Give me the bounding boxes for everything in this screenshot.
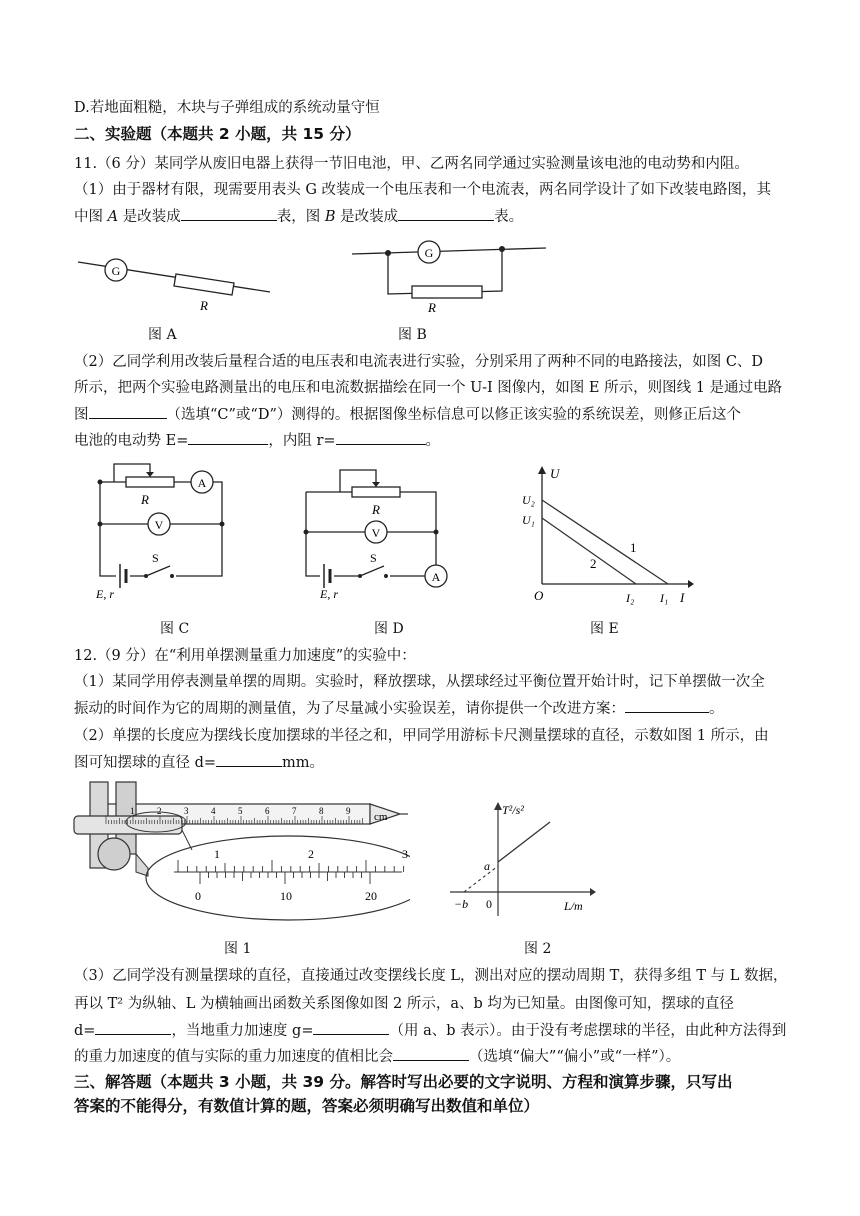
svg-text:A: A [431, 570, 441, 584]
answer-blank-resistance[interactable] [336, 430, 426, 445]
main-scale-label: 4 [211, 806, 216, 816]
answer-blank-improvement[interactable] [625, 698, 709, 713]
q12-part3-line4: 的重力加速度的值与实际的重力加速度的值相比会 （选填“偏大”“偏小”或“一样”）。 [74, 1046, 680, 1067]
unit-cm: cm [374, 811, 388, 823]
magnified-main-label: 1 [214, 847, 220, 861]
q12-part1-line2: 振动的时间作为它的周期的测量值，为了尽量减小实验误差，请你提供一个改进方案： 。 [74, 698, 724, 719]
line-2 [542, 518, 636, 584]
svg-text:T²/s²: T²/s² [502, 803, 524, 817]
answer-blank-diameter[interactable] [216, 752, 282, 767]
figure-c-caption: 图 C [160, 621, 190, 637]
figure-2-caption: 图 2 [524, 941, 552, 957]
svg-text:E, r: E, r [320, 587, 338, 601]
figure-2-graph [440, 796, 610, 926]
svg-text:a: a [484, 859, 490, 873]
svg-text:A: A [197, 476, 207, 490]
svg-text:R: R [200, 298, 208, 313]
magnified-vernier-label: 20 [365, 889, 377, 903]
svg-text:L/m: L/m [564, 899, 583, 913]
answer-blank-g[interactable] [313, 1020, 389, 1035]
magnified-main-label: 3 [402, 847, 408, 861]
main-scale-label: 7 [292, 806, 297, 816]
q11-part1-line2: 中图 A 是改装成 表，图 B 是改装成 表。 [74, 206, 523, 227]
option-d: D.若地面粗糙，木块与子弹组成的系统动量守恒 [74, 100, 380, 116]
main-scale-label: 2 [157, 806, 162, 816]
q11-part2-line3: 图 （选填“C”或“D”）测得的。根据图像坐标信息可以修正该实验的系统误差，则修正后这个 [74, 404, 741, 425]
magnified-vernier-label: 10 [280, 889, 292, 903]
figure-b-circuit [352, 236, 548, 316]
svg-text:R: R [372, 502, 380, 517]
section-heading-experiment: 二、实验题（本题共 2 小题，共 15 分） [74, 125, 361, 143]
line-1 [542, 500, 668, 584]
svg-text:I: I [680, 590, 685, 605]
main-scale-label: 3 [184, 806, 189, 816]
svg-text:I₁: I₁ [660, 591, 669, 605]
svg-text:S: S [370, 551, 377, 565]
figure-a-caption: 图 A [148, 327, 177, 343]
figure-b-caption: 图 B [398, 327, 427, 343]
q11-part1-line1: （1）由于器材有限，现需要用表头 G 改装成一个电压表和一个电流表，两名同学设计了如下改装电路图，其 [74, 182, 772, 198]
svg-text:E, r: E, r [96, 587, 114, 601]
svg-text:V: V [371, 526, 381, 540]
q12-part3-line2: 再以 T² 为纵轴、L 为横轴画出函数关系图像如图 2 所示，a、b 均为已知量。由图像可知，摆球的直径 [74, 996, 734, 1012]
answer-blank-a[interactable] [181, 206, 277, 221]
answer-blank-circuit[interactable] [89, 404, 167, 419]
figure-a-circuit [74, 246, 274, 316]
section-heading-answer-2: 答案的不能得分，有数值计算的题，答案必须明确写出数值和单位） [74, 1097, 540, 1115]
svg-text:G: G [111, 264, 121, 278]
q12-part1-line1: （1）某同学用停表测量单摆的周期。实验时，释放摆球，从摆球经过平衡位置开始计时，记下单摆做一次全 [74, 674, 765, 690]
q12-part2-line2: 图可知摆球的直径 d= mm。 [74, 752, 324, 773]
section-heading-answer-1: 三、解答题（本题共 3 小题，共 39 分。解答时写出必要的文字说明、方程和演算步骤，只写出 [74, 1073, 733, 1091]
svg-text:I₂: I₂ [626, 591, 635, 605]
svg-text:O: O [534, 588, 544, 603]
answer-blank-b[interactable] [398, 206, 494, 221]
magnified-main-label: 2 [308, 847, 314, 861]
svg-text:V: V [154, 518, 164, 532]
figure-1-caption: 图 1 [224, 941, 252, 957]
magnified-vernier-label: 0 [195, 889, 201, 903]
q12-stem: 12.（9 分）在“利用单摆测量重力加速度”的实验中： [74, 648, 416, 664]
answer-blank-d[interactable] [95, 1020, 171, 1035]
q11-part2-line2: 所示，把两个实验电路测量出的电压和电流数据描绘在同一个 U-I 图像内，如图 E 所示，则图线 1 是通过电路 [74, 380, 783, 396]
q12-part3-line1: （3）乙同学没有测量摆球的直径，直接通过改变摆线长度 L，测出对应的摆动周期 T，获得多组 T 与 L 数据， [74, 968, 788, 984]
q12-part3-line3: d= ，当地重力加速度 g= （用 a、b 表示）。由于没有考虑摆球的半径，由此种方法得到 [74, 1020, 786, 1041]
figure-c-circuit [74, 458, 250, 608]
main-scale-label: 1 [130, 806, 135, 816]
main-scale-label: 5 [238, 806, 243, 816]
q11-part2-line4: 电池的电动势 E= ，内阻 r= 。 [74, 430, 440, 451]
q11-stem: 11.（6 分）某同学从废旧电器上获得一节旧电池，甲、乙两名同学通过实验测量该电池的电动势和内阻。 [74, 156, 749, 172]
figure-e-graph [520, 462, 696, 612]
q12-part2-line1: （2）单摆的长度应为摆线长度加摆球的半径之和，甲同学用游标卡尺测量摆球的直径，示数如图 1 所示，由 [74, 728, 769, 744]
svg-text:R: R [141, 492, 149, 507]
figure-d-circuit [296, 458, 466, 608]
main-scale-label: 9 [346, 806, 351, 816]
svg-text:R: R [428, 300, 436, 315]
figure-d-caption: 图 D [374, 621, 404, 637]
svg-text:2: 2 [590, 556, 597, 571]
svg-text:0: 0 [486, 897, 492, 911]
svg-text:1: 1 [630, 540, 637, 555]
q11-part2-line1: （2）乙同学利用改装后量程合适的电压表和电流表进行实验，分别采用了两种不同的电路接法，如图 C、D [74, 354, 764, 370]
svg-text:U₂: U₂ [522, 493, 535, 507]
answer-blank-compare[interactable] [393, 1046, 469, 1061]
svg-text:U: U [550, 466, 560, 481]
svg-text:−b: −b [454, 897, 469, 911]
figure-1-vernier-caliper [70, 776, 410, 926]
figure-e-caption: 图 E [590, 621, 619, 637]
svg-text:S: S [152, 551, 159, 565]
svg-text:G: G [424, 246, 434, 260]
answer-blank-emf[interactable] [188, 430, 268, 445]
main-scale-label: 6 [265, 806, 270, 816]
main-scale-label: 8 [319, 806, 324, 816]
svg-text:U₁: U₁ [522, 513, 535, 527]
